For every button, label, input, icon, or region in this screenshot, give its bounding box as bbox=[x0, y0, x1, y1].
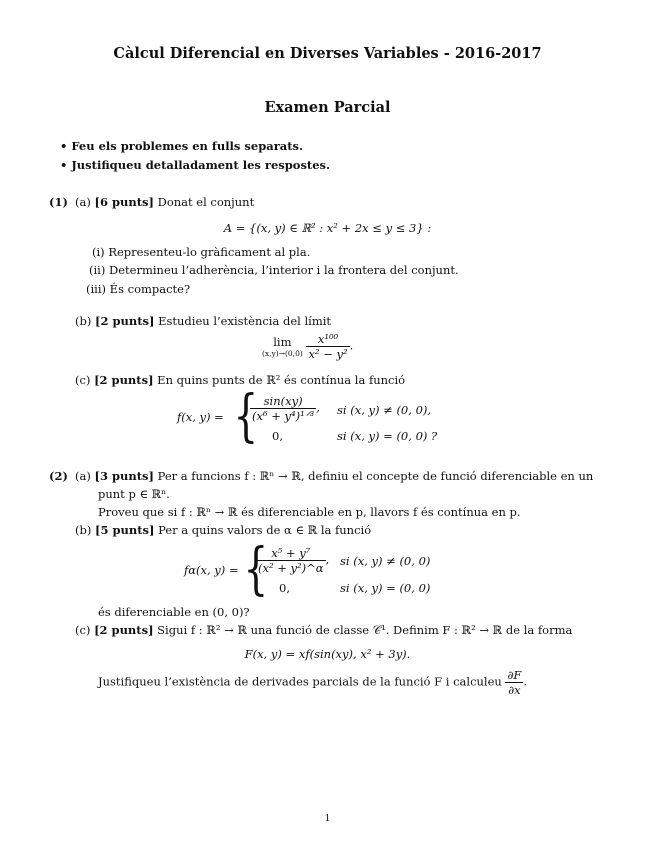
case-1-value: $\frac{\sin(xy)}{\text{(x⁶ + y⁴)¹ᐟ³}}$ , bbox=[252, 394, 320, 423]
case-2-condition: si (x, y) = (0, 0) ? bbox=[337, 429, 438, 443]
list-item: (ii) Determineu l’adherència, l’interior i la frontera del conjunt. bbox=[89, 263, 459, 277]
brace: { bbox=[243, 537, 269, 602]
case-1-condition: si (x, y) ≠ (0, 0), bbox=[337, 403, 432, 417]
function-lhs: f(x, y) = bbox=[177, 410, 224, 424]
instruction-item: • Feu els problemes en fulls separats. bbox=[60, 139, 303, 153]
page-title: Càlcul Diferencial en Diverses Variables - 2016-2017 bbox=[113, 45, 542, 62]
text-line: Justifiqueu l’existència de derivades parcials de la funció F i calculeu $\frac{\partial F}{\partial x}$ . bbox=[98, 668, 528, 697]
text-line: punt p ∈ ℝⁿ. bbox=[98, 487, 170, 501]
case-1-condition: si (x, y) ≠ (0, 0) bbox=[340, 554, 431, 568]
part-heading: (c) [2 punts] Sigui f : ℝ² → ℝ una funció de classe 𝒞¹. Definim F : ℝ² → ℝ de la forma bbox=[75, 623, 573, 637]
part-heading: (a) [6 punts] Donat el conjunt bbox=[75, 195, 255, 209]
limit-formula: lim (x,y)→(0,0) $\frac{\text{x¹⁰⁰}}{\text{x² − y²}}$ . bbox=[262, 332, 354, 361]
problem-number: (2) bbox=[49, 469, 68, 483]
list-item: (iii) És compacte? bbox=[86, 282, 191, 296]
page-number: 1 bbox=[324, 814, 331, 824]
function-lhs: fα(x, y) = bbox=[184, 563, 239, 577]
case-2-condition: si (x, y) = (0, 0) bbox=[340, 581, 431, 595]
composite-formula: F(x, y) = xf(sin(xy), x² + 3y). bbox=[244, 647, 411, 661]
case-2-value: 0, bbox=[279, 581, 290, 595]
case-2-value: 0, bbox=[272, 429, 283, 443]
text-line: és diferenciable en (0, 0)? bbox=[98, 605, 250, 619]
exam-subtitle: Examen Parcial bbox=[264, 99, 391, 116]
problem-number: (1) bbox=[49, 195, 68, 209]
part-heading: (b) [5 punts] Per a quins valors de α ∈ ℝ la funció bbox=[75, 523, 372, 537]
instruction-item: • Justifiqueu detalladament les respostes. bbox=[60, 158, 331, 172]
text-line: Proveu que si f : ℝⁿ → ℝ és diferenciable en p, llavors f és contínua en p. bbox=[98, 505, 521, 519]
set-formula: A = {(x, y) ∈ ℝ² : x² + 2x ≤ y ≤ 3} : bbox=[223, 221, 432, 235]
part-heading: (b) [2 punts] Estudieu l’existència del límit bbox=[75, 314, 332, 328]
case-1-value: $\frac{\text{x⁵ + y⁷}}{\text{(x² + y²)\textasciicircum{}α}}$ , bbox=[258, 546, 330, 575]
part-heading: (c) [2 punts] En quins punts de ℝ² és contínua la funció bbox=[75, 373, 406, 387]
list-item: (i) Representeu-lo gràficament al pla. bbox=[92, 245, 311, 259]
part-heading: (a) [3 punts] Per a funcions f : ℝⁿ → ℝ, definiu el concepte de funció diferenciable en un bbox=[75, 469, 594, 483]
brace: { bbox=[233, 384, 259, 449]
